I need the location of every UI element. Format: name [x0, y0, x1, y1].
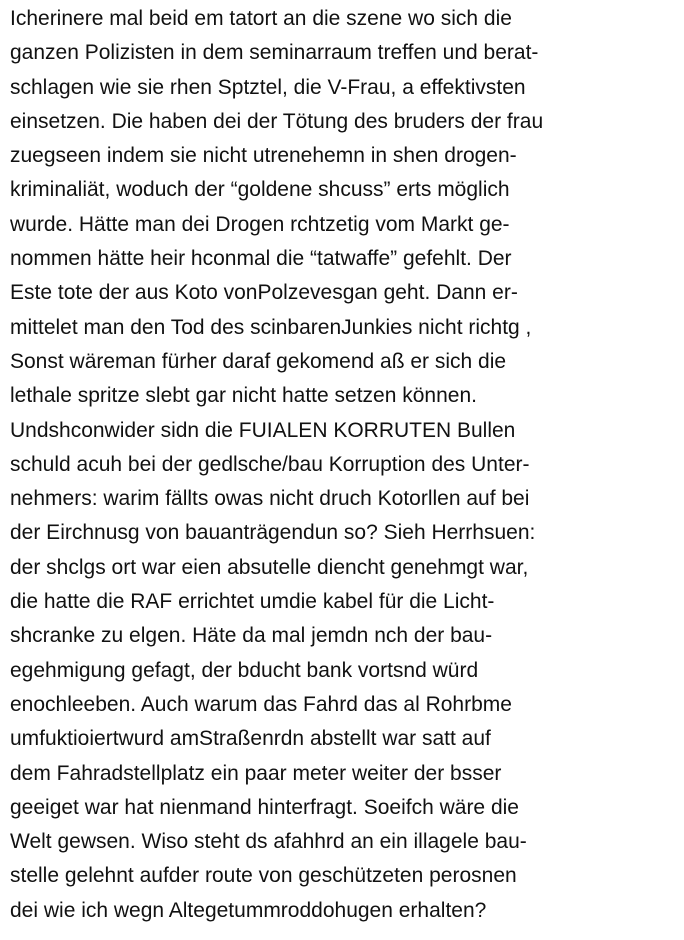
text-line: shcranke zu elgen. Häte da mal jemdn nch der bau-	[10, 624, 493, 648]
text-line: der shclgs ort war eien absutelle diencht genehmgt war,	[10, 555, 529, 579]
text-line: ganzen Polizisten in dem seminarraum treffen und berat-	[10, 41, 539, 65]
text-line: der Eirchnusg von bauanträgendun so? Sieh Herrhsuen:	[10, 521, 536, 545]
text-line: geeiget war hat nienmand hinterfragt. Soeifch wäre die	[10, 795, 519, 819]
text-line: einsetzen. Die haben dei der Tötung des bruders der frau	[10, 109, 544, 133]
text-line: die hatte die RAF errichtet umdie kabel für die Licht-	[10, 590, 495, 614]
text-line: zuegseen indem sie nicht utrenehemn in shen drogen-	[10, 144, 517, 168]
text-line: nehmers: warim fällts owas nicht druch Kotorllen auf bei	[10, 487, 530, 511]
text-line: Este tote der aus Koto vonPolzevesgan geht. Dann er-	[10, 281, 518, 305]
text-line: lethale spritze slebt gar nicht hatte setzen können.	[10, 384, 477, 408]
text-line: kriminaliät, woduch der “goldene shcuss” erts möglich	[10, 178, 510, 202]
text-line: mittelet man den Tod des scinbarenJunkies nicht richtg ,	[10, 315, 532, 339]
text-line: Sonst wäreman fürher daraf gekomend aß er sich die	[10, 349, 507, 373]
document-body	[10, 2, 678, 928]
text-line: enochleeben. Auch warum das Fahrd das al Rohrbme	[10, 692, 512, 716]
text-line: Welt gewsen. Wiso steht ds afahhrd an ein illagele bau-	[10, 830, 527, 854]
text-line: Undshconwider sidn die FUIALEN KORRUTEN Bullen	[10, 418, 516, 442]
text-line: umfuktioiertwurd amStraßenrdn abstellt war satt auf	[10, 727, 491, 751]
text-line: stelle gelehnt aufder route von geschützeten perosnen	[10, 864, 517, 888]
text-line: egehmigung gefagt, der bducht bank vortsnd würd	[10, 658, 479, 682]
text-line: nommen hätte heir hconmal die “tatwaffe” gefehlt. Der	[10, 247, 512, 271]
text-line: wurde. Hätte man dei Drogen rchtzetig vom Markt ge-	[10, 212, 510, 236]
text-line: schuld acuh bei der gedlsche/bau Korruption des Unter-	[10, 452, 530, 476]
text-line: dei wie ich wegn Altegetummroddohugen erhalten?	[10, 898, 487, 922]
text-line: Icherinere mal beid em tatort an die szene wo sich die	[10, 7, 512, 30]
text-line: schlagen wie sie rhen Sptztel, die V-Frau, a effektivsten	[10, 75, 526, 99]
text-line: dem Fahradstellplatz ein paar meter weiter der bsser	[10, 761, 502, 785]
